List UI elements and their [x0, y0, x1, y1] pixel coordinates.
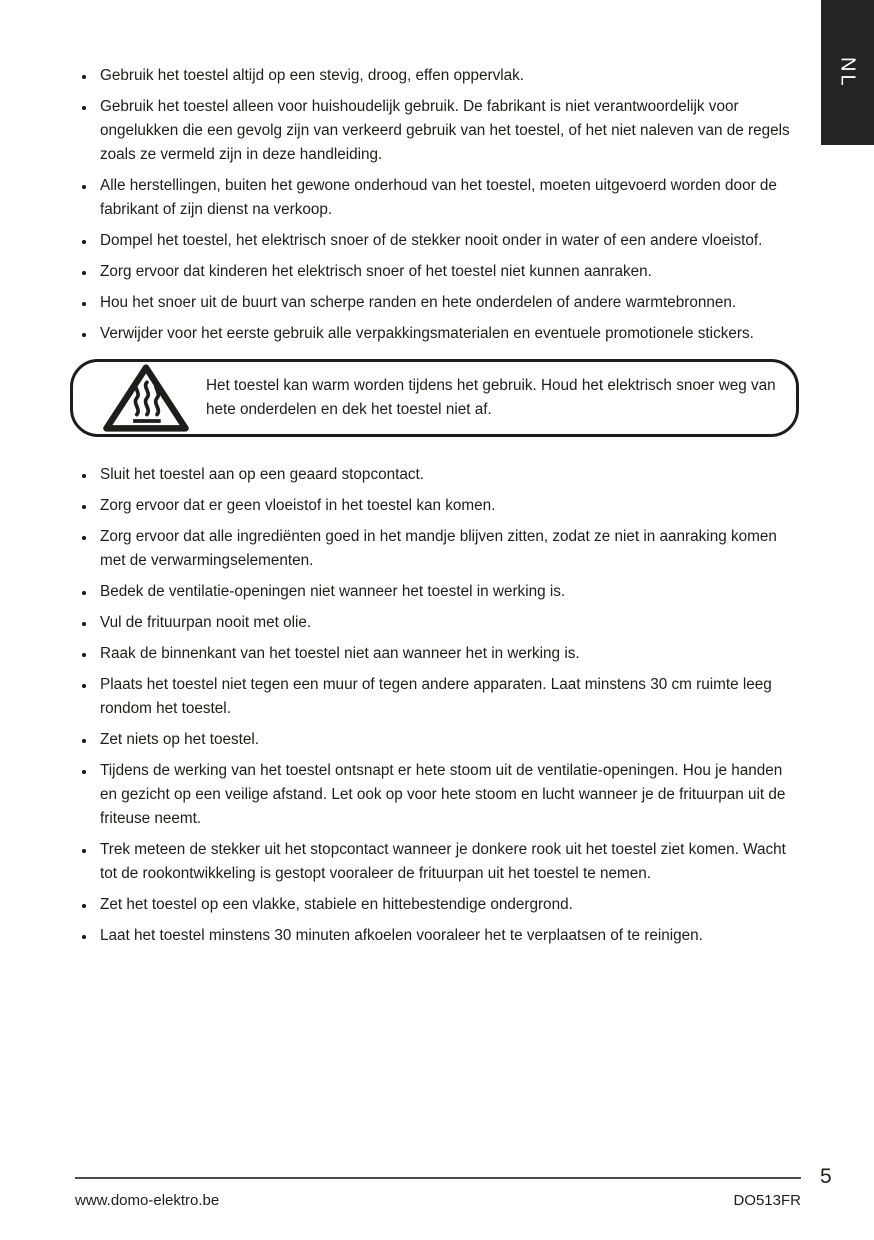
list-item: Zorg ervoor dat alle ingrediënten goed in het mandje blijven zitten, zodat ze niet in aanraking komen met de verwarmingselementen. [75, 525, 797, 573]
list-item: Laat het toestel minstens 30 minuten afkoelen vooraleer het te verplaatsen of te reinigen. [75, 924, 797, 948]
list-item: Gebruik het toestel alleen voor huishoudelijk gebruik. De fabrikant is niet verantwoordelijk voor ongelukken die een gevolg zijn van verkeerd gebruik van het toestel, of het niet naleven van de regels zoals ze vermeld zijn in deze handleiding. [75, 95, 797, 167]
list-item: Sluit het toestel aan op een geaard stopcontact. [75, 463, 797, 487]
footer-model-number: DO513FR [733, 1192, 801, 1209]
language-tab [821, 0, 874, 145]
footer-divider [75, 1177, 801, 1179]
list-item: Alle herstellingen, buiten het gewone onderhoud van het toestel, moeten uitgevoerd worden door de fabrikant of zijn dienst na verkoop. [75, 174, 797, 222]
warning-text: Het toestel kan warm worden tijdens het gebruik. Houd het elektrisch snoer weg van hete onderdelen en dek het toestel niet af. [206, 377, 776, 418]
list-item: Zet het toestel op een vlakke, stabiele en hittebestendige ondergrond. [75, 893, 797, 917]
safety-list-bottom [75, 463, 802, 948]
list-item: Trek meteen de stekker uit het stopcontact wanneer je donkere rook uit het toestel ziet komen. Wacht tot de rookontwikkeling is gestopt vooraleer de frituurpan uit het toestel te nemen. [75, 838, 797, 886]
list-item: Verwijder voor het eerste gebruik alle verpakkingsmaterialen en eventuele promotionele stickers. [75, 322, 797, 346]
warning-box [70, 359, 799, 437]
safety-instructions [75, 64, 802, 955]
hot-surface-warning-icon [100, 361, 192, 435]
language-tab-label: NL [836, 56, 859, 89]
safety-list-top [75, 64, 802, 346]
list-item: Raak de binnenkant van het toestel niet aan wanneer het in werking is. [75, 642, 797, 666]
page-number: 5 [820, 1165, 832, 1188]
list-item: Zorg ervoor dat er geen vloeistof in het toestel kan komen. [75, 494, 797, 518]
list-item: Zet niets op het toestel. [75, 728, 797, 752]
list-item: Hou het snoer uit de buurt van scherpe randen en hete onderdelen of andere warmtebronnen. [75, 291, 797, 315]
list-item: Bedek de ventilatie-openingen niet wanneer het toestel in werking is. [75, 580, 797, 604]
list-item: Zorg ervoor dat kinderen het elektrisch snoer of het toestel niet kunnen aanraken. [75, 260, 797, 284]
footer-website: www.domo-elektro.be [75, 1192, 220, 1209]
list-item: Vul de frituurpan nooit met olie. [75, 611, 797, 635]
list-item: Tijdens de werking van het toestel ontsnapt er hete stoom uit de ventilatie-openingen. Hou je handen en gezicht op een veilige afstand. Let ook op voor hete stoom en lucht wanneer je de frituurpan uit de friteuse neemt. [75, 759, 797, 831]
list-item: Dompel het toestel, het elektrisch snoer of de stekker nooit onder in water of een andere vloeistof. [75, 229, 797, 253]
list-item: Gebruik het toestel altijd op een stevig, droog, effen oppervlak. [75, 64, 797, 88]
list-item: Plaats het toestel niet tegen een muur of tegen andere apparaten. Laat minstens 30 cm ruimte leeg rondom het toestel. [75, 673, 797, 721]
